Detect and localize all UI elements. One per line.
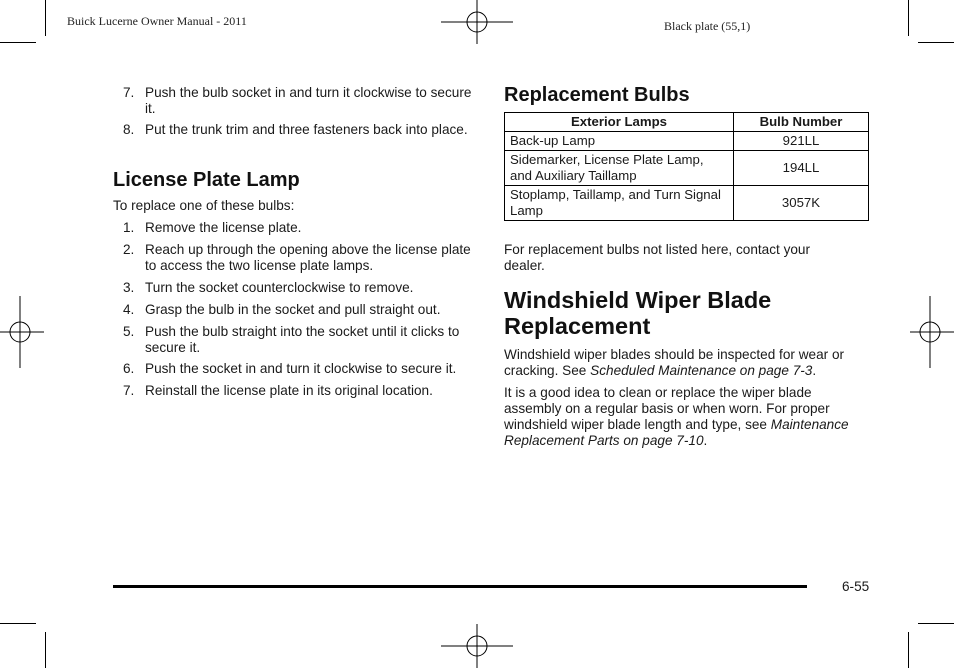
table-row: [505, 186, 869, 221]
bulb-table: [504, 112, 869, 221]
crop-mark: [918, 623, 954, 624]
table-cell: Back-up Lamp: [505, 132, 734, 151]
step-text: Push the socket in and turn it clockwise to secure it.: [145, 361, 457, 376]
list-item: [113, 324, 473, 356]
wiper-paragraph-2: [504, 385, 849, 449]
list-item: [113, 383, 473, 399]
crop-mark: [0, 42, 36, 43]
crop-mark: [0, 623, 36, 624]
table-cell: 3057K: [734, 186, 869, 221]
section-title-replacement-bulbs: Replacement Bulbs: [504, 84, 690, 106]
license-intro: To replace one of these bulbs:: [113, 198, 295, 213]
paragraph-text: It is a good idea to clean or replace the wiper blade assembly on a regular basis or when worn. For proper windshield wiper blade length and type, see: [504, 385, 830, 432]
registration-mark-icon: [441, 624, 513, 668]
paragraph-text: Windshield wiper blades should be inspected for wear or cracking. See: [504, 347, 845, 378]
step-number: 7.: [123, 383, 135, 398]
section-title-license-plate-lamp: License Plate Lamp: [113, 169, 300, 191]
crop-mark: [45, 632, 46, 668]
registration-mark-icon: [441, 0, 513, 44]
crop-mark: [45, 0, 46, 36]
list-item: [113, 242, 473, 274]
table-header-row: [505, 113, 869, 132]
continued-step-list: [113, 85, 473, 138]
step-text: Turn the socket counterclockwise to remove.: [145, 280, 414, 295]
page-number: 6-55: [842, 579, 870, 594]
list-item: [113, 280, 473, 296]
table-cell: 921LL: [734, 132, 869, 151]
step-text: Remove the license plate.: [145, 220, 302, 235]
step-text: Push the bulb straight into the socket until it clicks to secure it.: [145, 324, 460, 355]
crop-mark: [918, 42, 954, 43]
table-cell: 194LL: [734, 151, 869, 186]
step-number: 8.: [123, 122, 135, 137]
step-text: Reach up through the opening above the license plate to access the two license plate lamps.: [145, 242, 471, 273]
step-number: 5.: [123, 324, 135, 339]
step-text: Grasp the bulb in the socket and pull straight out.: [145, 302, 441, 317]
step-number: 3.: [123, 280, 135, 295]
crop-mark: [908, 0, 909, 36]
manual-title: Buick Lucerne Owner Manual - 2011: [67, 14, 247, 28]
registration-mark-icon: [0, 296, 44, 368]
page-reference-link[interactable]: Maintenance Replacement Parts on page 7-10: [504, 417, 849, 448]
footer-rule: [113, 585, 807, 588]
step-number: 7.: [123, 85, 135, 100]
list-item: [113, 85, 473, 117]
table-row: [505, 151, 869, 186]
paragraph-text: .: [703, 433, 708, 448]
column-header: Exterior Lamps: [505, 113, 734, 132]
plate-label: Black plate (55,1): [664, 19, 751, 33]
crop-mark: [908, 632, 909, 668]
registration-mark-icon: [910, 296, 954, 368]
page-reference-link[interactable]: Scheduled Maintenance on page 7-3: [590, 363, 813, 378]
table-cell: Stoplamp, Taillamp, and Turn Signal Lamp: [505, 186, 734, 221]
table-cell: Sidemarker, License Plate Lamp, and Auxiliary Taillamp: [505, 151, 734, 186]
table-row: [505, 132, 869, 151]
license-step-list: [113, 220, 473, 399]
step-text: Reinstall the license plate in its original location.: [145, 383, 433, 398]
list-item: [113, 361, 473, 377]
step-number: 6.: [123, 361, 135, 376]
step-number: 2.: [123, 242, 135, 257]
column-header: Bulb Number: [734, 113, 869, 132]
step-text: Push the bulb socket in and turn it clockwise to secure it.: [145, 85, 472, 116]
step-number: 1.: [123, 220, 135, 235]
wiper-paragraph-1: [504, 347, 864, 379]
list-item: [113, 302, 473, 318]
section-title-wiper-blade: Windshield Wiper Blade Replacement: [504, 287, 772, 339]
list-item: [113, 220, 473, 236]
step-text: Put the trunk trim and three fasteners back into place.: [145, 122, 468, 137]
bulbs-note: For replacement bulbs not listed here, contact your dealer.: [504, 242, 811, 273]
paragraph-text: .: [812, 363, 817, 378]
step-number: 4.: [123, 302, 135, 317]
list-item: [113, 122, 473, 138]
